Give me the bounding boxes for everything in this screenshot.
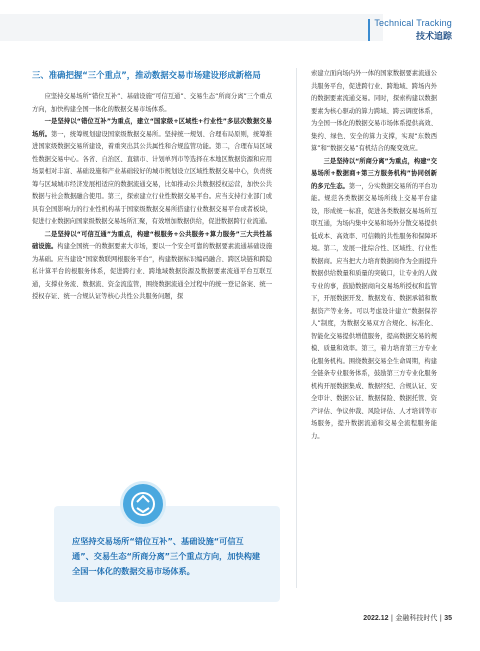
column-tag (374, 18, 452, 42)
pull-quote (32, 476, 272, 600)
exchange-circle-icon (123, 484, 163, 524)
paragraph-2-lead: 二是坚持以“可信互通”为重点，构建“根服务+公共服务+算力服务”三大共性基础设施。 (32, 230, 272, 250)
right-column (311, 68, 437, 443)
page-footer: 2022.12 | 金融科技时代 | 35 (363, 614, 452, 622)
paragraph-2 (32, 229, 272, 304)
paragraph-3-lead: 三是坚持以“所商分离”为重点，构建“交易场所+数据商+第三方服务机构”协同创新的多元生态。 (311, 157, 437, 190)
paragraph-3 (311, 156, 437, 444)
intro-paragraph: 应坚持交易场所“错位互补”、基础设施“可信互通”、交易生态“所商分离”三个重点方向，加快构建全国一体化的数据交易市场体系。 (32, 93, 272, 113)
footer-journal: 金融科技时代 (395, 614, 438, 622)
page-number: 35 (444, 615, 452, 622)
left-column (32, 68, 272, 304)
paragraph-1 (32, 116, 272, 229)
paragraph-2-body: 构建全国统一的数据要素大市场，要以一个安全可靠的数据要素流通基础设施为基础。应当建设“国家数联网根服务平台”，构建数据标识编码融合、跨区块链和跨隐私计算平台的根服务体系，促进跨行业、跨地域数据资源及数据要素流通平台互联互通，支撑业务流、数据流、资金流监管，围绕数据流通全过程中的统一登记备案、统一授权存证、统一合规认证等核心共性公共服务问题，探 (32, 243, 273, 300)
column-divider (296, 68, 297, 588)
paragraph-3-body: 第一，分实数据交易所的平台功能。规范各类数据交易场所线上交易平台建设，形成统一标准，促进各类数据交易场所互联互通，为场内集中交易和场外分散交易提供低成本、高效率、可信赖的共性服务和保障环境。第二，发展一批综合性、区域性、行业性数据商。应当把大力培育数据商作为全面提升数据供给数量和质量的突破口，让专业的人做专业的事，鼓励数据商向交易场所授权和监管下，开展数据开发、数据发布、数据承销和数据资产等业务。可以考虑设计建立“数据保荐人”制度，为数据交易双方合规化、标准化、智能化交易提供增值服务，提高数据交易的规模、质量和效率。第三，着力培育第三方专业化服务机构。围绕数据交易全生命周期，构建全链条专业服务体系，鼓励第三方专业化服务机构开展数据集成、数据经纪、合规认证、安全审计、数据公证、数据保险、数据托管、资产评估、争议仲裁、风险评估、人才培训等市场服务，提升数据流通和交易全流程服务能力。 (311, 182, 438, 440)
column-tag-cn: 技术追踪 (415, 32, 452, 42)
header-bar (0, 14, 383, 41)
tag-accent-line (368, 19, 370, 41)
pull-quote-text: 应坚持交易场所“错位互补”、基础设施“可信互通”、交易生态“所商分离”三个重点方向，加快构建全国一体化的数据交易市场体系。 (72, 536, 261, 576)
paragraph-1-body: 第一，统筹规划建设国家级数据交易所。坚持统一规划、合理布局原则，统筹推进国家级数据交易所建设，着重突出其公共属性和合规监管功能。第二，合理布局区域性数据交易中心。各省、自治区、直辖市、计划单列市等选择在本地区数据资源和应用场景相对丰富、基础设施和产业基础较好的城市规划设立区域性数据交易中心，负责统筹与区域城市经济发展相适应的数据流通交易，比如推动公共数据授权运营，加快公共数据与社会数据融合使用。第三，探索建立行业性数据交易平台。应当支持行业部门或具有全国影响力的行业性机构基于国家级数据交易所搭建行业数据交易平台或者板块，促进行业数据向国家级数据交易场所汇聚，有效增加数据供给，促进数据跨行业流通。 (32, 130, 273, 225)
right-continuation: 索建立面向场内外一体的国家数据要素流通公共服务平台，促进跨行业、跨地域、跨场内外的数据要素流通交易。同时，探索构建以数据要素为核心驱动的算力跨域、跨云调度体系，为全国一体化的数据交易市场体系提供高效、集约、绿色、安全的算力支撑，实现“东数西算”和“数据交易”有机结合的聚变效应。 (311, 70, 437, 152)
footer-date: 2022.12 (363, 615, 389, 622)
section-title: 三、准确把握“三个重点”，推动数据交易市场建设形成新格局 (32, 70, 261, 80)
paragraph-1-lead: 一是坚持以“错位互补”为重点，建立“国家级+区域性+行业性”多层次数据交易场所。 (32, 118, 272, 138)
column-tag-en: Technical Tracking (374, 18, 452, 28)
